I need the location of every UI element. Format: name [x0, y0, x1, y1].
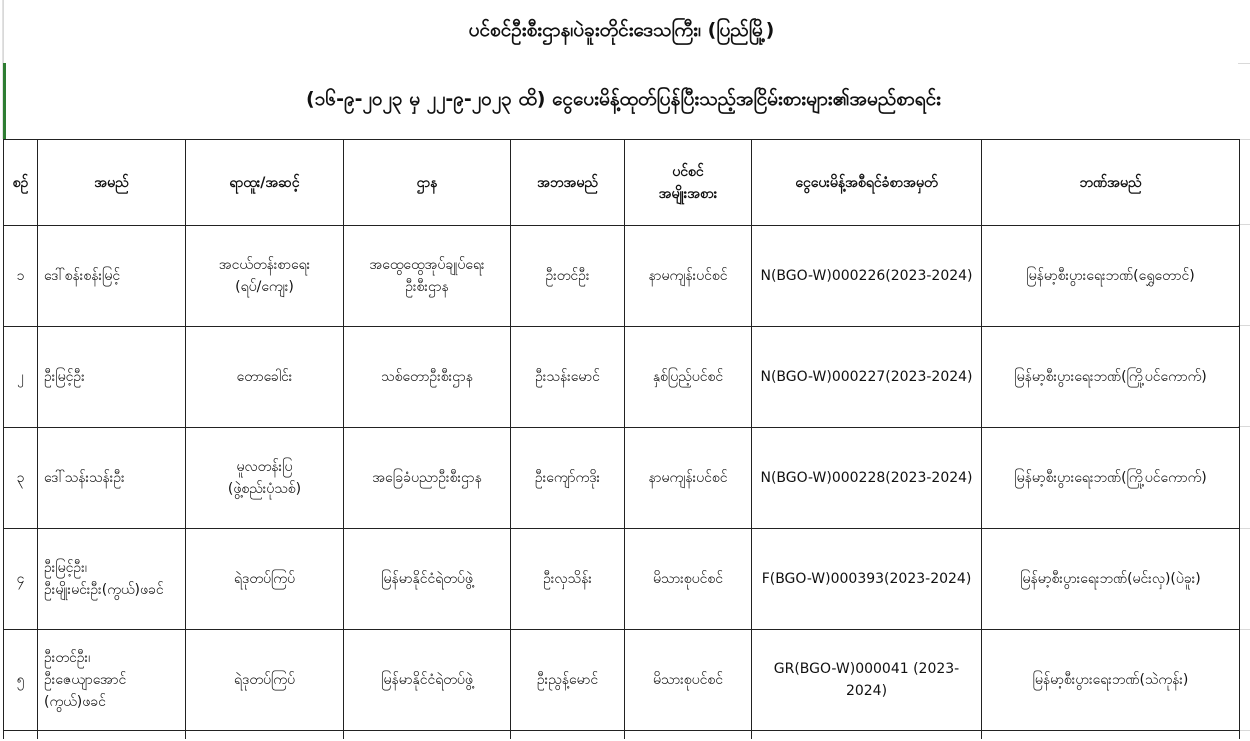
cell-father-name[interactable]: ဦးညွန့်မောင်: [511, 630, 625, 731]
empty-cell[interactable]: [344, 731, 511, 740]
cell-department[interactable]: မြန်မာနိုင်ငံရဲတပ်ဖွဲ့: [344, 529, 511, 630]
header-pension-type[interactable]: ပင်စင် အမျိုးအစား: [625, 140, 752, 226]
cell-father-name[interactable]: ဦးလှသိန်း: [511, 529, 625, 630]
cell-report-number[interactable]: N(BGO-W)000226(2023-2024): [752, 226, 982, 327]
table-header-row: [4, 140, 1240, 226]
cell-serial[interactable]: ၃: [4, 428, 38, 529]
cell-report-number[interactable]: F(BGO-W)000393(2023-2024): [752, 529, 982, 630]
cell-father-name[interactable]: ဦးကျော်ကဒိုး: [511, 428, 625, 529]
table-row-partial: [4, 731, 1240, 740]
cell-position[interactable]: အငယ်တန်းစာရေး (ရပ်/ကျေး): [186, 226, 344, 327]
cell-position[interactable]: မူလတန်းပြ (ဖွဲ့စည်းပုံသစ်): [186, 428, 344, 529]
cell-pension-type[interactable]: နှစ်ပြည့်ပင်စင်: [625, 327, 752, 428]
pensioner-table: [3, 139, 1240, 739]
header-report-number[interactable]: ငွေပေးမိန့်အစီရင်ခံစာအမှတ်: [752, 140, 982, 226]
empty-cell[interactable]: [625, 731, 752, 740]
cell-report-number[interactable]: N(BGO-W)000228(2023-2024): [752, 428, 982, 529]
header-bank-name[interactable]: ဘဏ်အမည်: [982, 140, 1240, 226]
cell-department[interactable]: မြန်မာနိုင်ငံရဲတပ်ဖွဲ့: [344, 630, 511, 731]
header-name[interactable]: အမည်: [38, 140, 186, 226]
empty-cell[interactable]: [511, 731, 625, 740]
cell-serial[interactable]: ၁: [4, 226, 38, 327]
cell-name[interactable]: ဦးတင်ဦး၊ ဦးဇေယျာအောင် (ကွယ်)ဖခင်: [38, 630, 186, 731]
empty-cell[interactable]: [38, 731, 186, 740]
empty-cell[interactable]: [752, 731, 982, 740]
cell-name[interactable]: ဦးမြင့်ဦး: [38, 327, 186, 428]
empty-cell[interactable]: [982, 731, 1240, 740]
cell-name[interactable]: ဒေါ်စန်းစန်းမြင့်: [38, 226, 186, 327]
empty-cell[interactable]: [186, 731, 344, 740]
cell-pension-type[interactable]: နာမကျန်းပင်စင်: [625, 428, 752, 529]
table-row: [4, 327, 1240, 428]
cell-father-name[interactable]: ဦးတင်ဦး: [511, 226, 625, 327]
cell-serial[interactable]: ၂: [4, 327, 38, 428]
table-row: [4, 529, 1240, 630]
empty-cell[interactable]: [4, 731, 38, 740]
header-position[interactable]: ရာထူး/အဆင့်: [186, 140, 344, 226]
page-subtitle[interactable]: [3, 63, 1241, 139]
cell-bank-name[interactable]: မြန်မာ့စီးပွားရေးဘဏ်(ကြို့ပင်ကောက်): [982, 428, 1240, 529]
page-title-text: ပင်စင်ဦးစီးဌာန၊ပဲခူးတိုင်းဒေသကြီး၊ (ပြည်မြို့): [468, 18, 775, 41]
cell-pension-type[interactable]: မိသားစုပင်စင်: [625, 529, 752, 630]
cell-pension-type[interactable]: နာမကျန်းပင်စင်: [625, 226, 752, 327]
cell-department[interactable]: အထွေထွေအုပ်ချုပ်ရေး ဦးစီးဌာန: [344, 226, 511, 327]
cell-name[interactable]: ဦးမြင့်ဦး၊ ဦးမျိုးမင်းဦး(ကွယ်)ဖခင်: [38, 529, 186, 630]
grid-line: [1238, 63, 1250, 64]
cell-name[interactable]: ဒေါ်သန်းသန်းဦး: [38, 428, 186, 529]
header-serial[interactable]: စဉ်: [4, 140, 38, 226]
cell-position[interactable]: ရဲဒုတပ်ကြပ်: [186, 529, 344, 630]
page-title[interactable]: [3, 0, 1239, 63]
cell-father-name[interactable]: ဦးသန်းမောင်: [511, 327, 625, 428]
cell-pension-type[interactable]: မိသားစုပင်စင်: [625, 630, 752, 731]
cell-bank-name[interactable]: မြန်မာ့စီးပွားရေးဘဏ်(သဲကုန်း): [982, 630, 1240, 731]
cell-serial[interactable]: ၄: [4, 529, 38, 630]
cell-position[interactable]: ရဲဒုတပ်ကြပ်: [186, 630, 344, 731]
page-subtitle-text: (၁၆-၉-၂၀၂၃ မှ ၂၂-၉-၂၀၂၃ ထိ) ငွေပေးမိန့်ထုတ်ပြန်ပြီးသည့်အငြိမ်းစားများ၏အမည်စာရင်း: [306, 88, 941, 110]
table-row: [4, 630, 1240, 731]
cell-bank-name[interactable]: မြန်မာ့စီးပွားရေးဘဏ်(ရွှေတောင်): [982, 226, 1240, 327]
cell-report-number[interactable]: N(BGO-W)000227(2023-2024): [752, 327, 982, 428]
cell-serial[interactable]: ၅: [4, 630, 38, 731]
cell-department[interactable]: သစ်တောဦးစီးဌာန: [344, 327, 511, 428]
cell-position[interactable]: တောခေါင်း: [186, 327, 344, 428]
table-row: [4, 428, 1240, 529]
cell-bank-name[interactable]: မြန်မာ့စီးပွားရေးဘဏ်(မင်းလှ)(ပဲခူး): [982, 529, 1240, 630]
table-row: [4, 226, 1240, 327]
header-father-name[interactable]: အဘအမည်: [511, 140, 625, 226]
cell-report-number[interactable]: GR(BGO-W)000041 (2023-2024): [752, 630, 982, 731]
cell-bank-name[interactable]: မြန်မာ့စီးပွားရေးဘဏ်(ကြို့ပင်ကောက်): [982, 327, 1240, 428]
header-department[interactable]: ဌာန: [344, 140, 511, 226]
cell-department[interactable]: အခြေခံပညာဦးစီးဌာန: [344, 428, 511, 529]
